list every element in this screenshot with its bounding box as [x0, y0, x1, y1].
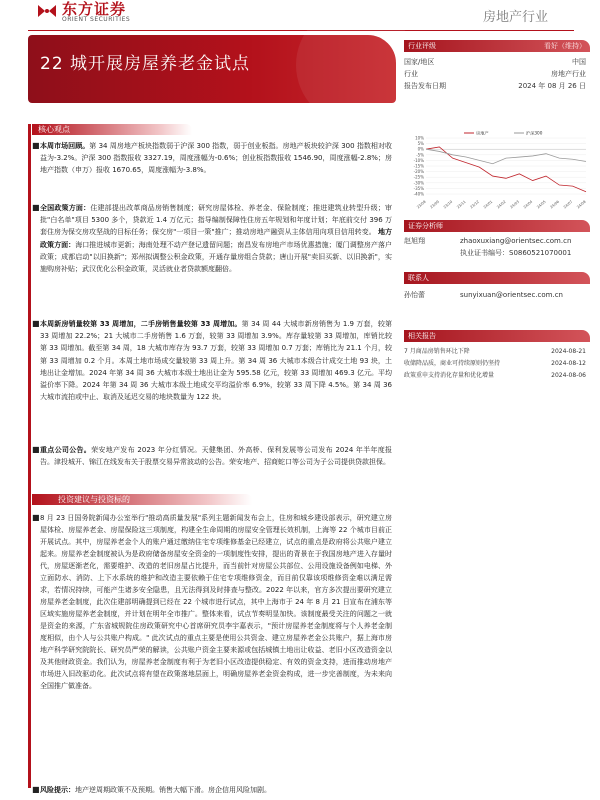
series-line-real-estate	[426, 147, 586, 192]
rating-row	[404, 57, 590, 67]
rating-row-key: 行业	[404, 70, 418, 78]
chart-x-ticks	[416, 199, 587, 209]
y-tick-label: -25%	[413, 174, 424, 180]
price-chart	[404, 128, 590, 210]
chart-legend	[464, 130, 543, 137]
analyst-name: 赵旭翔	[404, 237, 425, 245]
paragraph-heading: 重点公司公告。	[40, 446, 92, 454]
related-report-title: 收储降品质，商业可持续原则仍坚持	[404, 360, 501, 367]
x-tick-label: 23/10	[442, 199, 454, 210]
rating-row-value: 2024 年 08 月 26 日	[518, 82, 586, 90]
y-tick-label: 0%	[417, 146, 424, 152]
logo	[36, 0, 166, 24]
x-tick-label: 24/06	[549, 199, 560, 210]
y-tick-label: 5%	[417, 141, 424, 147]
core-section-bar	[32, 124, 192, 135]
x-tick-label: 24/08	[576, 199, 587, 210]
paragraph-heading: 本周新房销量较第 33 周增加，二手房销售量较第 33 周增加。	[40, 320, 242, 328]
y-tick-label: -35%	[413, 185, 424, 191]
y-tick-label: -40%	[413, 191, 424, 197]
paragraph-text: 第 34 周 44 大城市新房销售为 1.9 万套，较第 33 周增加 22.2%；21 大城市二手房销售 1.6 万套，较第 33 周增加 3.9%。库存量较第 33 周增加，库销比较第 33 周增加。截至第 34 周，18 大城市库存为 93.7 万套，较第 33 周增加 0.7 万套；库销比为 21.1 个月，较第 33 周增加 0.2 个月。本周土地市场成交量较第 33 周上升。第 34 周 36 大城市本级合计成交土地 93 块，土地出让金增加。2024 年第 34 周 36 大城市本级土地出让金为 595.58 亿元，较第 33 周增加 469.3 亿元。平均溢价率下降。2024 年第 34 周 36 大城市本级土地成交平均溢价率 6.9%，较第 33 周下降 4.5%。第 34 周 36 大城市流拍或中止、取消及延迟交易的地块数量为 122 块。	[40, 320, 392, 402]
analyst-label: 证券分析师	[408, 222, 443, 230]
related-report-item[interactable]	[404, 370, 590, 382]
paragraph-heading: 地方政策方面：	[40, 228, 392, 249]
paragraph-heading: 本周市场回顾。	[40, 142, 90, 150]
related-label: 相关报告	[408, 332, 436, 340]
paragraph-text: 8 月 23 日国务院新闻办公室举行"推动高质量发展"系列主题新闻发布会上，住房和城乡建设部表示，研究建立房屋体检、房屋养老金、房屋保险这三项制度，构建全生命周期的房屋安全管理长效机制，上海等 22 个城市目前正开展试点。其中，房屋养老金个人的账户通过缴纳住宅专项维修基金已经建立，试点的重点是政府将公共账户建立起来。房屋养老金制度被认为是政府储备房屋安全资金的一项制度性安排，提出的背景在于我国房地产进入存量时代，房屋逐渐老化，需要维护、改造的老旧房屋占比提升，而当前针对房屋公共部位、公用设施设备例如电梯、外立面防水、消防、上下水系统的维护和改造主要依赖于住宅专项维修资金，而目前仅靠该项维修资金难以满足需求，若情况持续，可能产生诸多安全隐患，且无法得到及时排查与整改。2022 年以来，官方多次提出要研究建立房屋养老金制度，此次住建部明确提到已经在 22 个城市进行试点，其中上海市于 24 年 8 月 21 日宣布在浦东等区域实施房屋养老金制度，并计划在明年全市推广。整体来看，试点节奏明显加快。该制度最受关注的问题之一就是资金的来源，广东省城规院住房政策研究中心首席研究员李宇嘉表示，"预计房屋养老金制度将与个人养老金制度相似，由个人与公共账户构成。" 此次试点的重点主要是使用公共资金、建立房屋养老金公共账户，据上海市房地产科学研究院院长、研究员严荣的解读，公共账户资金主要来源或包括城镇土地出让收益、老旧小区改造资金以及其他财政资金。我们认为，房屋养老金制度有利于为老旧小区改造提供稳定、有效的资金支持，进而推动房地产市场进入旧改驱动化。此次试点将有望在政策落地层面上，明确房屋养老金资金构成，进一步完善制度，为未来向全国推广做准备。	[40, 514, 392, 690]
analyst-section-bar	[404, 220, 590, 232]
rating-row-key: 国家/地区	[404, 58, 435, 66]
paragraph-text: 第 34 周房地产板块指数弱于沪深 300 指数，弱于创业板指。房地产板块较沪深 300 指数相对收益为-3.2%。沪深 300 指数报收 3327.19，周度涨幅为-0.6%；创业板指数报收 1546.90，周度涨幅-2.8%；房地产指数（申万）报收 1670.65，周度涨幅为-3.8%。	[40, 142, 392, 175]
logo-en: ORIENT SECURITIES	[62, 16, 131, 23]
analyst-email[interactable]: zhaoxuxiang@orientsec.com.cn	[460, 237, 572, 245]
related-report-item[interactable]	[404, 346, 590, 358]
y-tick-label: -5%	[416, 152, 424, 158]
paragraph-sales	[32, 318, 392, 403]
paragraph-policy	[32, 202, 393, 275]
x-tick-label: 24/01	[482, 199, 494, 210]
rating-section-bar	[404, 40, 590, 52]
contact-section-bar	[404, 272, 590, 284]
y-tick-label: 10%	[415, 135, 424, 141]
contact-name: 孙怡蕾	[404, 291, 425, 299]
logo-mark-icon	[36, 2, 58, 20]
logo-cn: 东方证券	[62, 0, 127, 18]
bullet-icon: ■	[32, 141, 40, 150]
related-report-date: 2024-08-06	[551, 372, 586, 379]
x-tick-label: 24/02	[496, 199, 507, 210]
paragraph-text: 地产逆周期政策不及预期。销售大幅下滑。房企信用风险加剧。	[75, 786, 271, 794]
industry-label: 房地产行业	[482, 10, 548, 25]
banner-decoration	[296, 5, 416, 125]
x-tick-label: 23/08	[416, 199, 427, 210]
related-report-item[interactable]	[404, 358, 590, 370]
advice-section-label: 投资建议与投资标的	[58, 495, 130, 504]
x-tick-label: 23/12	[469, 199, 480, 210]
x-tick-label: 24/03	[509, 199, 520, 210]
legend-label: 沪深300	[526, 130, 543, 136]
related-section-bar	[404, 330, 590, 342]
paragraph-heading: 风险提示：	[40, 786, 75, 794]
advice-section-bar	[32, 494, 252, 505]
bullet-icon: ■	[32, 319, 40, 328]
related-report-date: 2024-08-12	[551, 360, 586, 367]
rating-row-key: 报告发布日期	[404, 82, 446, 90]
related-report-title: 政策重申支持消化存量和优化增量	[404, 372, 495, 379]
rating-value: 看好（维持）	[544, 42, 586, 50]
paragraph-text: 住建部提出改革商品房销售制度；研究房屋体检、养老金、保险制度；推进建筑业转型升级；审批"白名单"项目 5300 多个，贷款近 1.4 万亿元；指导编制保障性住房五年规划和年度计划；年底前交付 396 万套住房为保交房攻坚战的目标任务；保交房"一项目一策"推广；推动房地产融资从主体信用向项目信用转变。	[40, 204, 392, 237]
report-title: 22 城开展房屋养老金试点	[40, 54, 251, 74]
y-tick-label: -20%	[413, 169, 424, 175]
series-line-csi300	[426, 149, 586, 164]
y-tick-label: -10%	[413, 157, 424, 163]
paragraph-advice	[32, 512, 392, 692]
bullet-icon: ■	[32, 445, 40, 454]
core-section-label: 核心观点	[38, 125, 70, 134]
title-banner	[28, 35, 396, 103]
x-tick-label: 23/11	[456, 199, 467, 210]
bullet-icon: ■	[32, 513, 40, 522]
contact-email[interactable]: sunyixuan@orientsec.com.cn	[460, 291, 563, 299]
rating-label: 行业评级	[408, 42, 436, 50]
bullet-icon: ■	[32, 203, 40, 212]
paragraph-announcements	[32, 444, 393, 468]
header-divider	[28, 30, 574, 31]
x-tick-label: 24/04	[522, 199, 534, 210]
legend-label: 房地产	[476, 130, 489, 136]
analyst-cert: 执业证书编号：S0860521070001	[460, 249, 572, 257]
paragraph-market-review	[32, 140, 392, 177]
left-accent-bar	[28, 124, 31, 788]
x-tick-label: 23/09	[429, 199, 440, 210]
chart-y-ticks	[414, 136, 425, 197]
rating-row-value: 房地产行业	[551, 70, 586, 78]
rating-row	[404, 69, 590, 79]
bullet-icon: ■	[32, 785, 40, 794]
related-report-title: 7 月商品房销售环比下降	[404, 348, 470, 355]
paragraph-risk	[32, 784, 392, 796]
contact-label: 联系人	[408, 274, 429, 282]
x-tick-label: 24/05	[536, 199, 547, 210]
y-tick-label: -30%	[413, 180, 424, 186]
chart-series	[426, 147, 586, 192]
y-tick-label: -15%	[413, 163, 424, 169]
paragraph-heading: 全国政策方面：	[40, 204, 91, 212]
related-report-date: 2024-08-21	[551, 348, 586, 355]
paragraph-text: 海口推进城市更新；海南处理不动产登记遗留问题；南昌发布房地产市场优惠措施；厦门调整房产落户政策；成都启动"以旧换新"；郑州拟调整公积金政策，开通存量房组合贷款；唐山开展"卖旧买新、以旧换新"，实施购房补贴；武汉优化公积金政策，灵活就业者贷款额度翻倍。	[40, 240, 393, 274]
x-tick-label: 24/07	[562, 199, 574, 210]
paragraph-text: 荣安地产发布 2023 年分红情况。天健集团、外高桥、保利发展等公司发布 2024 年半年度报告。津投城开、锦江在线发布关于股票交易异常波动的公告。荣安地产、招商蛇口等公司为子公司提供贷款担保。	[40, 446, 393, 467]
rating-row	[404, 81, 590, 91]
rating-row-value: 中国	[572, 58, 586, 66]
